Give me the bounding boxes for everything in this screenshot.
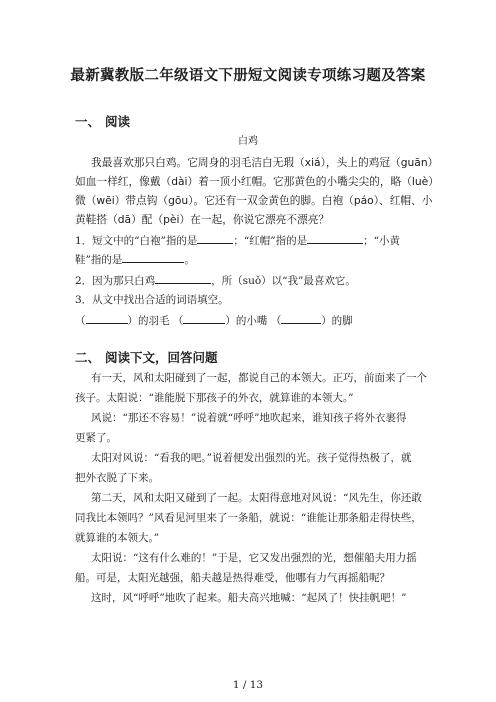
- story-line-1: 我最喜欢那只白鸡。它周身的羽毛洁白无瑕（xiá），头上的鸡冠（guān）: [91, 156, 439, 169]
- question-2: 2．因为那只白鸡 ，所（suǒ）以“我”最喜欢它。: [75, 275, 356, 287]
- answer-blank[interactable]: [281, 313, 321, 324]
- passage-line-10: 太阳说：“这有什么难的！”于是，它又发出强烈的光，想催船夫用力摇: [91, 552, 417, 564]
- section-1-heading: [75, 112, 130, 130]
- passage-line-11: 船。可是，太阳光越强，船夫越是热得难受，他哪有力气再摇船呢？: [75, 572, 390, 584]
- passage-line-9: 就算谁的本领大。”: [75, 532, 160, 544]
- fill-row: [75, 313, 435, 328]
- passage-line-5: 太阳对风说：“看我的吧。”说着便发出强烈的光。孩子觉得热极了，就: [91, 452, 412, 464]
- story-line-3: 微（wēi）带点钩（gōu）。它还有一双金黄色的脚。白袍（páo）、红帽、小: [75, 194, 433, 207]
- passage-line-3: 风说：“那还不容易！”说着就“呼呼”地吹起来，谁知孩子将外衣裹得: [91, 412, 407, 424]
- story-title: 白鸡: [238, 136, 258, 147]
- passage-line-6: 把外衣脱了下来。: [75, 472, 159, 484]
- answer-blank[interactable]: [183, 313, 225, 324]
- passage-line-2: 孩子。太阳说：“谁能脱下那孩子的外衣，就算谁的本领大。”: [75, 392, 354, 404]
- section-2-number: 二、: [75, 350, 101, 365]
- question-3: 3．从文中找出合适的词语填空。: [75, 294, 229, 306]
- section-1-number: 一、: [75, 114, 101, 129]
- passage-line-8: 同我比本领吗？”风看见河里来了一条船，就说：“谁能让那条船走得快些，: [75, 512, 422, 524]
- passage-line-7: 第二天，风和太阳又碰到了一起。太阳得意地对风说：“风先生，你还敢: [91, 492, 422, 504]
- fill-item-3: （ ）的脚: [270, 315, 353, 327]
- passage-line-1: 有一天，风和太阳碰到了一起，都说自己的本领大。正巧，前面来了一个: [91, 372, 427, 384]
- section-2-title: 阅读下文，回答问题: [105, 350, 218, 365]
- answer-blank[interactable]: [122, 252, 184, 263]
- answer-blank[interactable]: [197, 233, 233, 244]
- document-title: 最新冀教版二年级语文下册短文阅读专项练习题及答案: [70, 68, 426, 84]
- answer-blank[interactable]: [307, 233, 363, 244]
- story-line-2: 如血一样红，像戴（dài）着一顶小红帽。它那黄色的小嘴尖尖的，略（luè）: [75, 175, 439, 188]
- story-line-4: 黄鞋搭（dā）配（pèi）在一起，你说它漂亮不漂亮？: [75, 213, 330, 226]
- fill-item-2: （ ）的小嘴: [172, 315, 268, 327]
- page-number: 1 / 13: [232, 679, 264, 691]
- answer-blank[interactable]: [155, 273, 211, 284]
- section-1-title: 阅读: [105, 114, 131, 129]
- passage-line-12: 这时，风“呼呼”地吹了起来。船夫高兴地喊：“起风了！快挂帆吧！”: [91, 592, 407, 604]
- question-1: 1．短文中的“白袍”指的是 ；“红帽”指的是 ；“小黄: [75, 235, 401, 247]
- passage-line-4: 更紧了。: [75, 432, 117, 444]
- question-1-cont: 鞋”指的是 。: [75, 254, 195, 266]
- section-2-heading: [75, 348, 218, 366]
- answer-blank[interactable]: [86, 313, 128, 324]
- fill-item-1: （ ）的羽毛: [75, 315, 170, 327]
